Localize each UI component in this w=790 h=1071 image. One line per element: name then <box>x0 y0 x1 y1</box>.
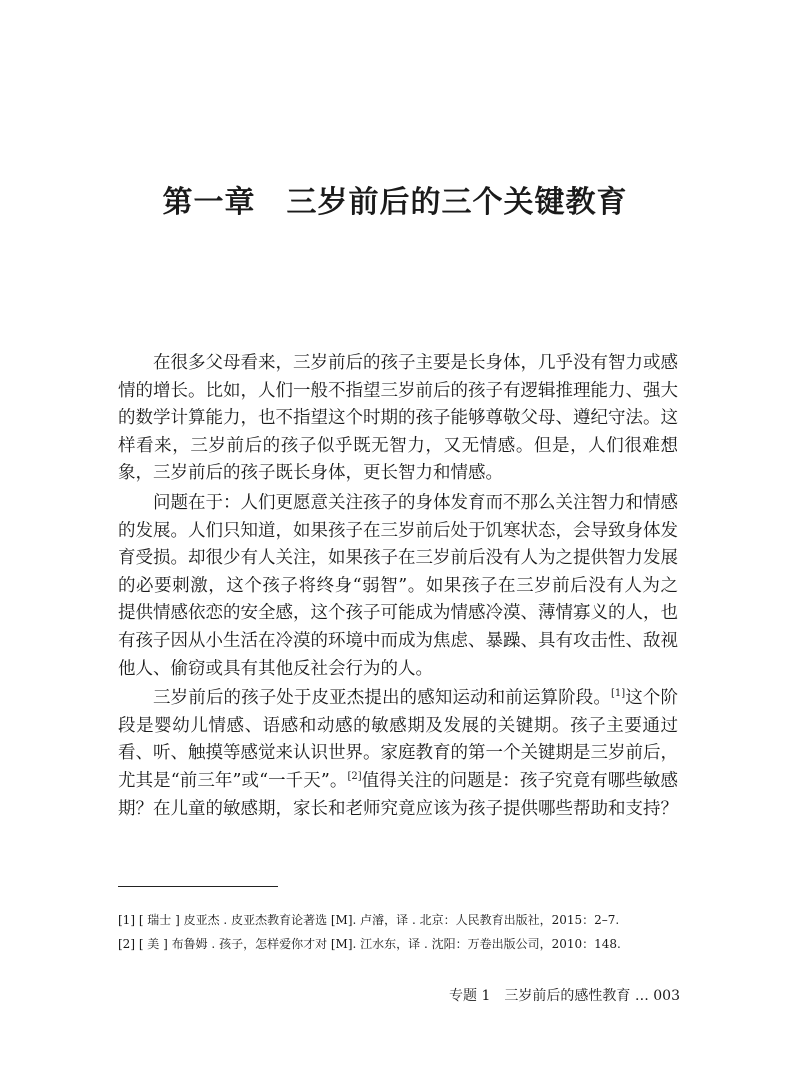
paragraph-3-part-2: 这个阶段是婴幼儿情感、语感和动感的敏感期及发展的关键期。孩子主要通过看、听、触摸等感觉来认识世界。家庭教育的第一个关键期是三岁前后，尤其是“前三年”或“一千天”。 <box>118 688 679 791</box>
paragraph-3-part-1: 三岁前后的孩子处于皮亚杰提出的感知运动和前运算阶段。 <box>153 688 611 709</box>
footnote-2: [2] [ 美 ] 布鲁姆 . 孩子，怎样爱你才对 [M]. 江水东，译 . 沈阳：万卷出版公司，2010：148. <box>118 937 621 951</box>
running-footer: 专题 1 三岁前后的感性教育 … 003 <box>449 988 680 1004</box>
footnote-divider <box>118 886 278 887</box>
paragraph-3 <box>118 685 678 823</box>
footnote-1: [1] [ 瑞士 ] 皮亚杰 . 皮亚杰教育论著选 [M]. 卢濬，译 . 北京：人民教育出版社，2015：2–7. <box>118 913 620 927</box>
chapter-title: 第一章 三岁前后的三个关键教育 <box>162 185 628 221</box>
footnote-ref-1: [1] <box>610 688 626 700</box>
paragraph-1: 在很多父母看来，三岁前后的孩子主要是长身体，几乎没有智力或感情的增长。比如，人们一般不指望三岁前后的孩子有逻辑推理能力、强大的数学计算能力，也不指望这个时期的孩子能够尊敬父母、遵纪守法。这样看来，三岁前后的孩子似乎既无智力，又无情感。但是，人们很难想象，三岁前后的孩子既长身体，更长智力和情感。 <box>118 353 678 484</box>
footnotes <box>118 908 688 956</box>
footnote-ref-2: [2] <box>347 771 362 783</box>
paragraph-3-part-3: 值得关注的问题是：孩子究竟有哪些敏感期？在儿童的敏感期，家长和老师究竟应该为孩子提供哪些帮助和支持？ <box>118 770 678 819</box>
body-text <box>118 350 678 825</box>
paragraph-2: 问题在于：人们更愿意关注孩子的身体发育而不那么关注智力和情感的发展。人们只知道，如果孩子在三岁前后处于饥寒状态，会导致身体发育受损。却很少有人关注，如果孩子在三岁前后没有人为之提供智力发展的必要刺激，这个孩子将终身“弱智”。如果孩子在三岁前后没有人为之提供情感依恋的安全感，这个孩子可能成为情感冷漠、薄情寡义的人，也有孩子因从小生活在冷漠的环境中而成为焦虑、暴躁、具有攻击性、敌视他人、偷窃或具有其他反社会行为的人。 <box>118 492 678 679</box>
